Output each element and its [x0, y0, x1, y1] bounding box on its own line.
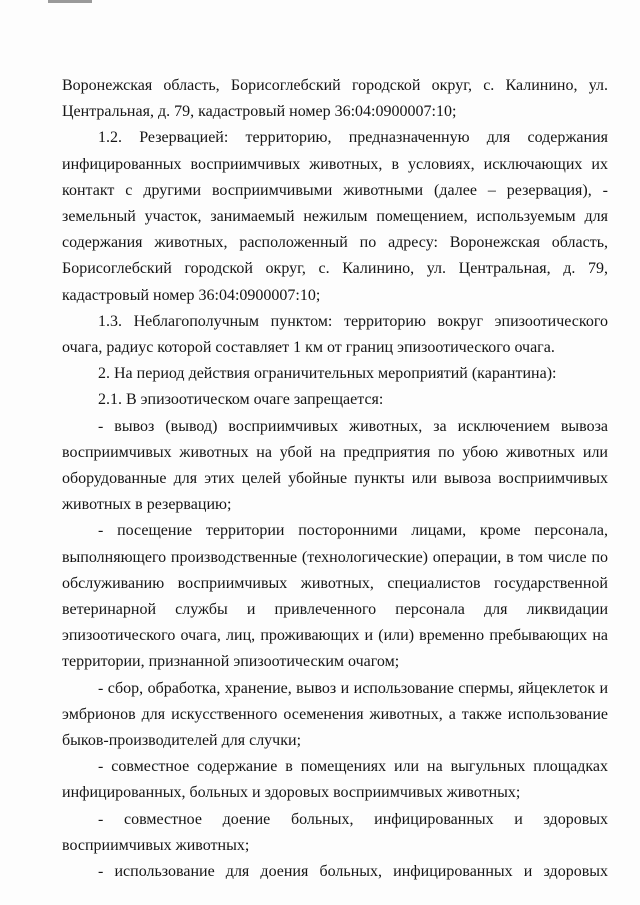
scan-artifact-mark: [48, 0, 92, 3]
document-body: [62, 73, 608, 885]
list-item-removal-of-animals: - вывоз (вывод) восприимчивых животных, за исключением вывоза восприимчивых животных на убой на предприятия по убою животных или оборудованные для этих целей убойные пункты или вывоза восприимчивых животных в резервацию;: [62, 417, 608, 514]
paragraph-1-3-unfavorable-point: 1.3. Неблагополучным пунктом: территорию вокруг эпизоотического очага, радиус которой составляет 1 км от границ эпизоотического очага.: [62, 312, 608, 357]
list-item-joint-keeping: - совместное содержание в помещениях или на выгульных площадках инфицированных, больных и здоровых восприимчивых животных;: [62, 758, 608, 802]
list-item-sperm-collection: - сбор, обработка, хранение, вывоз и использование спермы, яйцеклеток и эмбрионов для искусственного осеменения животных, а также использование быков-производителей для случки;: [62, 679, 608, 750]
paragraph-1-2-reservation: 1.2. Резервацией: территорию, предназначенную для содержания инфицированных восприимчивых животных, в условиях, исключающих их контакт с другими восприимчивыми животными (далее – резервация), - земельный участок, занимаемый нежилым помещением, используемым для содержания животных, расположенный по адресу: Воронежская область, Борисоглебский городской округ, с. Калинино, ул. Центральная, д. 79, кадастровый номер 36:04:0900007:10;: [62, 129, 608, 304]
list-item-joint-milking: - совместное доение больных, инфицированных и здоровых восприимчивых животных;: [62, 810, 608, 854]
paragraph-address: Воронежская область, Борисоглебский городской округ, с. Калинино, ул. Центральная, д. 79, кадастровый номер 36:04:0900007:10;: [62, 77, 608, 121]
list-item-milking-equipment: - использование для доения больных, инфицированных и здоровых: [98, 863, 608, 881]
paragraph-2-quarantine-period: 2. На период действия ограничительных мероприятий (карантина):: [98, 365, 557, 383]
paragraph-2-1-prohibited: 2.1. В эпизоотическом очаге запрещается:: [98, 391, 384, 409]
list-item-visiting-territory: - посещение территории посторонними лицами, кроме персонала, выполняющего производственные (технологические) операции, в том числе по обслуживанию восприимчивых животных, специалистов государственной ветеринарной службы и привлеченного персонала для ликвидации эпизоотического очага, лиц, проживающих и (или) временно пребывающих на территории, признанной эпизоотическим очагом;: [62, 522, 608, 671]
